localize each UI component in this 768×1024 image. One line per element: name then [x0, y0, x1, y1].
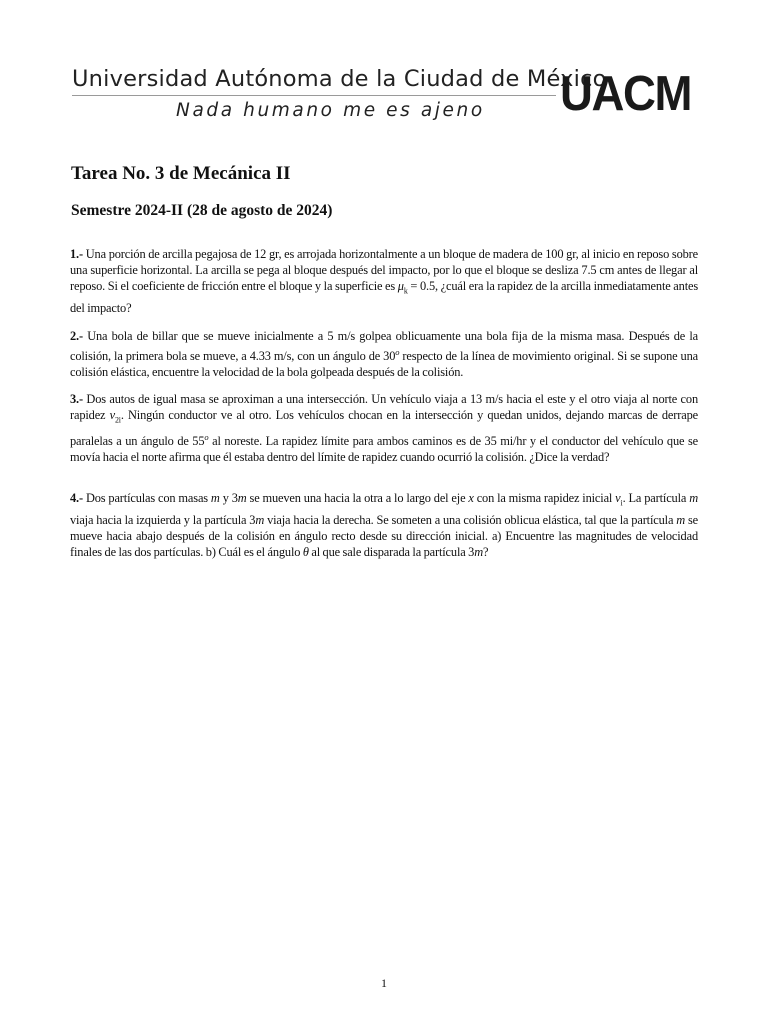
problem-text — [70, 247, 698, 315]
problem-1 — [70, 246, 698, 316]
text-run: Dos autos de igual masa se aproximan a una intersección. Un vehículo viaja a 13 m/s hacia el este y el otro viaja al norte con rapidez — [70, 392, 698, 423]
math-symbol: m — [474, 544, 483, 559]
text-run: . La partícula — [622, 491, 690, 505]
text-run: = 0.5, ¿cuál era la rapidez de la arcilla inmediatamente antes del impacto? — [70, 279, 699, 315]
text-run: . Ningún conductor ve al otro. Los vehículos chocan en la intersección y quedan unidos, dejando marcas de derrape paralelas a un ángulo de 55 — [70, 408, 698, 448]
math-symbol: m — [210, 491, 220, 505]
text-run: viaja hacia la derecha. Se someten a una colisión oblicua elástica, tal que la partícula — [264, 512, 677, 527]
problem-3 — [70, 391, 698, 465]
homework-title: Tarea No. 3 de Mecánica II — [71, 163, 291, 184]
page-number: 1 — [381, 976, 387, 990]
text-run: Una porción de arcilla pegajosa de 12 gr, es arrojada horizontalmente a un bloque de madera de 100 gr, al inicio en reposo sobre una superficie horizontal. La arcilla se pega al bloque después del impacto, por lo que el bloque se desliza 7.5 cm antes de llegar al reposo. Si el coeficiente de fricción entre el bloque y la superficie es — [70, 247, 698, 294]
text-run: Una bola de billar que se mueve inicialmente a 5 m/s golpea oblicuamente una bola fija de la misma masa. Después de la colisión, la primera bola se mueve, a 4.33 m/s, con un ángulo de 30 — [70, 329, 698, 364]
text-run: respecto de la línea de movimiento original. Si se supone una colisión elástica, encuentre la velocidad de la bola golpeada después de la colisión. — [70, 349, 698, 380]
math-symbol: μ — [397, 279, 404, 294]
math-subscript: i — [620, 498, 623, 508]
problem-text — [70, 392, 698, 464]
text-run: con la misma rapidez inicial — [473, 491, 616, 505]
text-run: al noreste. La rapidez límite para ambos caminos es de 35 mi/hr y el conductor del vehículo que se movía hacia el norte afirma que él estaba dentro del límite de rapidez cuando ocurrió la colisión. ¿Dice la verdad? — [70, 433, 698, 464]
math-superscript: o — [395, 347, 400, 358]
problem-number: 2.- — [70, 329, 83, 343]
math-symbol: m — [255, 512, 265, 527]
text-run: ? — [483, 544, 489, 559]
math-subscript: k — [403, 286, 408, 296]
math-symbol: v — [615, 491, 621, 505]
text-run: se mueven una hacia la otra a lo largo del eje — [246, 491, 469, 505]
text-run: y 3 — [219, 491, 238, 505]
math-symbol: v — [109, 408, 115, 423]
math-symbol: m — [689, 491, 699, 505]
problem-number: 3.- — [70, 392, 83, 406]
document-header — [70, 66, 720, 130]
text-run: al que sale disparada la partícula 3 — [308, 544, 475, 559]
university-name: Universidad Autónoma de la Ciudad de México — [72, 66, 607, 92]
math-superscript: o — [204, 431, 209, 442]
uacm-logo: UACM — [560, 67, 692, 121]
text-run: se mueve hacia abajo después de la colisión en ángulo recto desde su dirección inicial. a) Encuentre las magnitudes de velocidad finales de las dos partículas. b) Cuál es el ángulo — [70, 512, 698, 559]
header-divider — [72, 95, 556, 96]
university-motto: Nada humano me es ajeno — [176, 100, 485, 121]
math-symbol: x — [468, 491, 474, 505]
math-symbol: m — [237, 491, 247, 505]
text-run: viaja hacia la izquierda y la partícula 3 — [70, 512, 256, 527]
semester-date: Semestre 2024-II (28 de agosto de 2024) — [71, 202, 333, 219]
text-run: Dos partículas con masas — [82, 491, 211, 505]
problem-number: 4.- — [70, 491, 83, 505]
problem-2 — [70, 328, 698, 380]
math-symbol: m — [676, 512, 686, 527]
problem-number: 1.- — [70, 247, 83, 261]
problem-text — [70, 329, 698, 379]
problem-text — [70, 491, 698, 559]
problem-4 — [70, 490, 698, 560]
math-subscript: 2i — [114, 415, 121, 425]
math-symbol: θ — [302, 544, 309, 559]
